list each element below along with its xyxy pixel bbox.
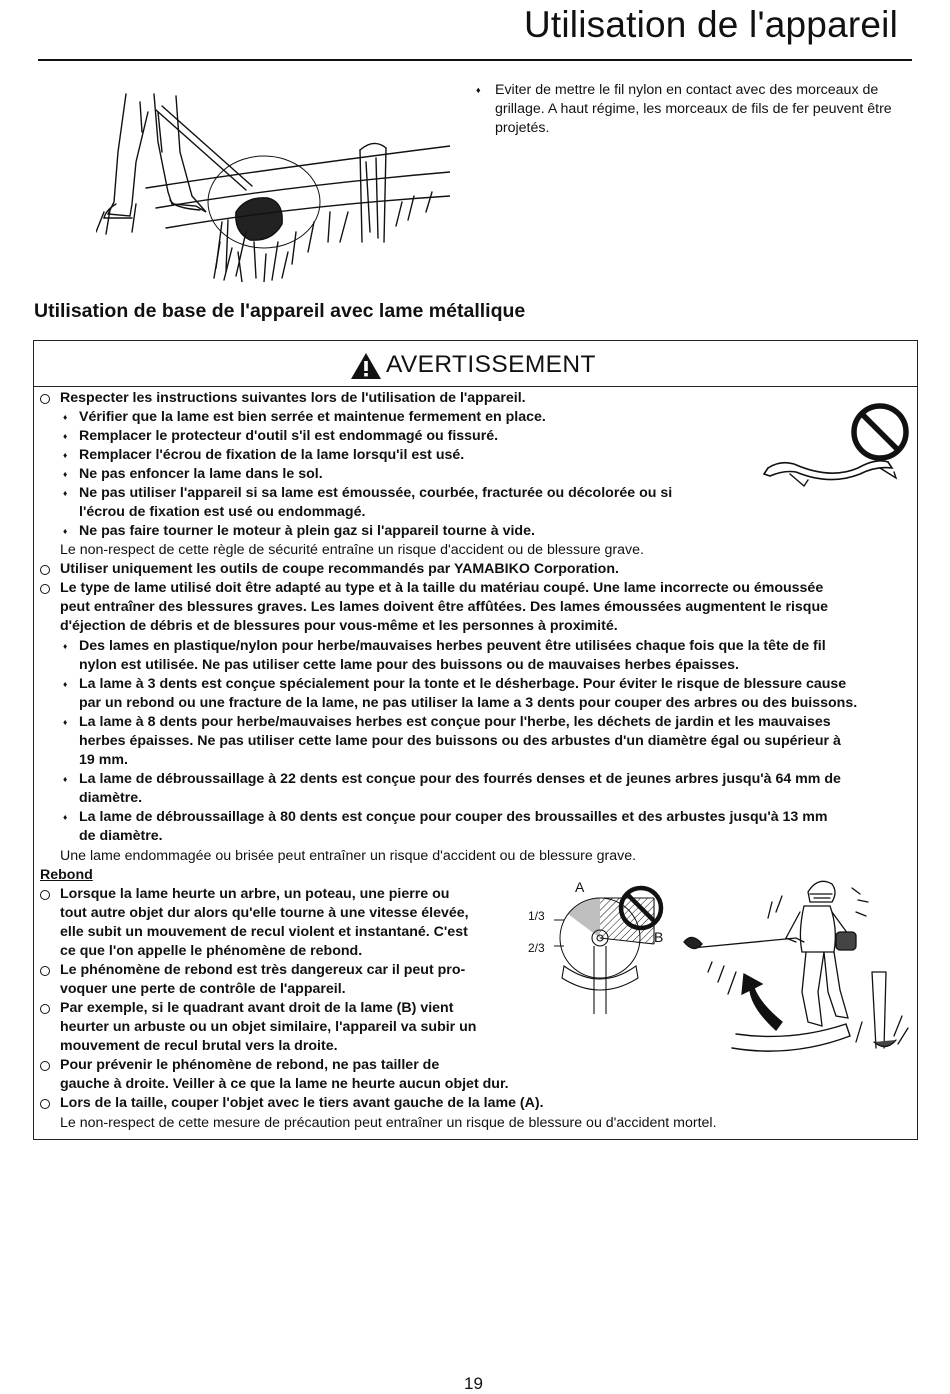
warning-item-cont: voquer une perte de contrôle de l'appareil.	[60, 981, 346, 997]
page-title: Utilisation de l'appareil	[523, 4, 898, 45]
page-number: 19	[464, 1374, 483, 1393]
circle-bullet-icon	[40, 890, 50, 900]
label-one-third: 1/3	[528, 909, 545, 923]
warning-item: Le phénomène de rebond est très dangereux car il peut pro-	[60, 961, 465, 980]
warning-subitem: ♦ Ne pas utiliser l'appareil si sa lame est émoussée, courbée, fracturée ou décolorée ou si	[63, 485, 673, 501]
label-b: B	[654, 929, 664, 945]
warning-subitem-cont: diamètre.	[79, 790, 143, 806]
intro-note	[476, 81, 924, 138]
warning-subitem: ♦ Ne pas enfoncer la lame dans le sol.	[63, 466, 323, 482]
circle-bullet-icon	[40, 1099, 50, 1109]
diamond-bullet-icon: ♦	[63, 641, 68, 651]
warning-subitem: ♦ Remplacer l'écrou de fixation de la lame lorsqu'il est usé.	[63, 447, 465, 463]
warning-item-cont: mouvement de recul brutal vers la droite.	[60, 1038, 338, 1054]
diamond-bullet-icon: ♦	[63, 450, 68, 460]
warning-subitem: ♦ Des lames en plastique/nylon pour herbe/mauvaises herbes peuvent être utilisées chaque fois que la tête de fil	[63, 638, 826, 654]
warning-item-cont: peut entraîner des blessures graves. Les lames doivent être affûtées. Des lames émoussées augmentent le risque	[60, 599, 829, 615]
diamond-bullet-icon: ♦	[63, 679, 68, 689]
circle-bullet-icon	[40, 1061, 50, 1071]
trimmer-fence-illustration	[96, 92, 450, 282]
circle-bullet-icon	[40, 565, 50, 575]
warning-item-cont: gauche à droite. Veiller à ce que la lame ne heurte aucun objet dur.	[60, 1076, 509, 1092]
warning-subitem-cont: l'écrou de fixation est usé ou endommagé.	[79, 504, 366, 520]
bullet-marker: ♦	[476, 85, 481, 95]
warning-subitem-cont: par un rebond ou une fracture de la lame, ne pas utiliser la lame a 3 dents pour couper des arbres ou des buissons.	[79, 695, 858, 711]
warning-item: Le type de lame utilisé doit être adapté au type et à la taille du matériau coupé. Une lame incorrecte ou émoussée	[60, 579, 823, 598]
diamond-bullet-icon: ♦	[63, 431, 68, 441]
warning-consequence: Le non-respect de cette règle de sécurité entraîne un risque d'accident ou de blessure grave.	[60, 542, 644, 558]
warning-subitem-cont: herbes épaisses. Ne pas utiliser cette lame pour des buissons ou des arbustes d'un diamètre égal ou supérieur à	[79, 733, 841, 749]
warning-item-cont: d'éjection de débris et de blessures pour vous-même et les personnes à proximité.	[60, 618, 618, 634]
warning-subitem-cont: 19 mm.	[79, 752, 128, 768]
diamond-bullet-icon: ♦	[63, 812, 68, 822]
rebond-label: Rebond	[40, 867, 93, 883]
warning-item: Lorsque la lame heurte un arbre, un poteau, une pierre ou	[60, 885, 449, 904]
circle-bullet-icon	[40, 966, 50, 976]
warning-item-cont: ce que l'on appelle le phénomène de rebond.	[60, 943, 363, 959]
intro-note-text: Eviter de mettre le fil nylon en contact avec des morceaux de grillage. A haut régime, les morceaux de fils de fer peuvent être projetés.	[495, 82, 892, 136]
warning-item-cont: heurter un arbuste ou un objet similaire, l'appareil va subir un	[60, 1019, 477, 1035]
circle-bullet-icon	[40, 1004, 50, 1014]
warning-triangle-icon	[350, 352, 382, 380]
warning-subitem: ♦ Remplacer le protecteur d'outil s'il est endommagé ou fissuré.	[63, 428, 499, 444]
warning-consequence: Le non-respect de cette mesure de précaution peut entraîner un risque de blessure ou d'accident mortel.	[60, 1115, 717, 1131]
prohibition-nylon-blade-illustration	[760, 398, 915, 508]
warning-subitem: ♦ La lame à 8 dents pour herbe/mauvaises herbes est conçue pour l'herbe, les déchets de jardin et les mauvaises	[63, 714, 831, 730]
warning-header	[34, 341, 917, 387]
warning-item-cont: elle subit un mouvement de recul violent et instantané. C'est	[60, 924, 468, 940]
operator-kickback-illustration	[672, 872, 912, 1062]
warning-item-cont: tout autre objet dur alors qu'elle tourne à une vitesse élevée,	[60, 905, 469, 921]
circle-bullet-icon	[40, 394, 50, 404]
warning-subitem: ♦ Vérifier que la lame est bien serrée et maintenue fermement en place.	[63, 409, 546, 425]
warning-item: Utiliser uniquement les outils de coupe recommandés par YAMABIKO Corporation.	[60, 560, 619, 579]
warning-consequence: Une lame endommagée ou brisée peut entraîner un risque d'accident ou de blessure grave.	[60, 848, 637, 864]
title-divider	[38, 59, 912, 61]
diamond-bullet-icon: ♦	[63, 774, 68, 784]
warning-subitem-cont: de diamètre.	[79, 828, 163, 844]
diamond-bullet-icon: ♦	[63, 717, 68, 727]
warning-item: Lors de la taille, couper l'objet avec le tiers avant gauche de la lame (A).	[60, 1094, 544, 1113]
warning-subitem-cont: nylon est utilisée. Ne pas utiliser cette lame pour des buissons ou de mauvaises herbes épaisses.	[79, 657, 739, 673]
diamond-bullet-icon: ♦	[63, 469, 68, 479]
label-a: A	[575, 880, 585, 895]
warning-item: Respecter les instructions suivantes lors de l'utilisation de l'appareil.	[60, 389, 526, 408]
warning-item: Pour prévenir le phénomène de rebond, ne pas tailler de	[60, 1056, 439, 1075]
diamond-bullet-icon: ♦	[63, 526, 68, 536]
warning-subitem: ♦ Ne pas faire tourner le moteur à plein gaz si l'appareil tourne à vide.	[63, 523, 535, 539]
warning-item: Par exemple, si le quadrant avant droit de la lame (B) vient	[60, 999, 453, 1018]
label-two-thirds: 2/3	[528, 941, 545, 955]
diamond-bullet-icon: ♦	[63, 412, 68, 422]
warning-title: AVERTISSEMENT	[386, 351, 596, 378]
warning-subitem: ♦ La lame à 3 dents est conçue spécialement pour la tonte et le désherbage. Pour éviter le risque de blessure cause	[63, 676, 847, 692]
section-heading: Utilisation de base de l'appareil avec lame métallique	[34, 300, 526, 322]
warning-subitem: ♦ La lame de débroussaillage à 80 dents est conçue pour couper des broussailles et des arbustes jusqu'à 13 mm	[63, 809, 828, 825]
circle-bullet-icon	[40, 584, 50, 594]
warning-subitem: ♦ La lame de débroussaillage à 22 dents est conçue pour des fourrés denses et de jeunes arbres jusqu'à 64 mm de	[63, 771, 841, 787]
diamond-bullet-icon: ♦	[63, 488, 68, 498]
kickback-zone-diagram	[524, 880, 674, 1015]
